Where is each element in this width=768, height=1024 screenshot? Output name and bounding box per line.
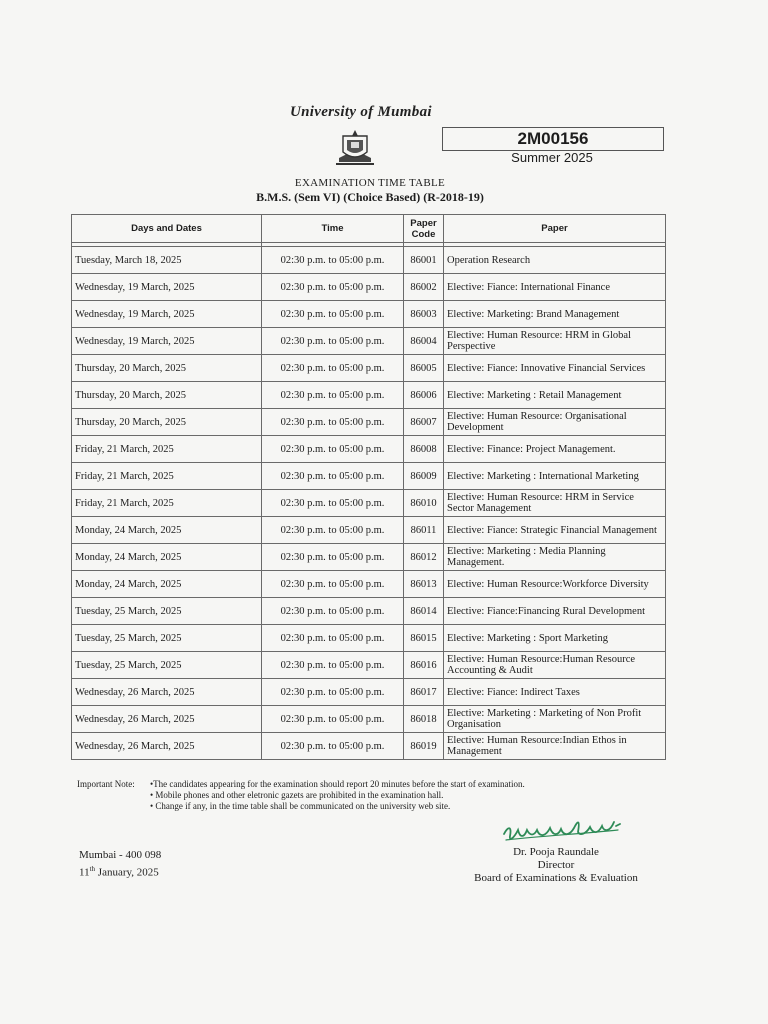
university-name: University of Mumbai xyxy=(290,104,432,120)
table-row xyxy=(72,706,666,733)
row-date: Tuesday, 25 March, 2025 xyxy=(72,625,262,652)
row-paper-code: 86019 xyxy=(404,733,444,760)
row-date: Wednesday, 26 March, 2025 xyxy=(72,706,262,733)
bullet-icon: • xyxy=(150,779,154,789)
row-time: 02:30 p.m. to 05:00 p.m. xyxy=(262,490,404,517)
table-row xyxy=(72,733,666,760)
row-paper-code: 86015 xyxy=(404,625,444,652)
signatory-title: Director xyxy=(537,859,575,871)
note-text: Mobile phones and other eletronic gazets are prohibited in the examination hall. xyxy=(155,790,444,800)
row-paper: Elective: Human Resource: Organisational Development xyxy=(444,409,666,436)
table-row xyxy=(72,409,666,436)
row-time: 02:30 p.m. to 05:00 p.m. xyxy=(262,679,404,706)
row-time: 02:30 p.m. to 05:00 p.m. xyxy=(262,706,404,733)
row-date: Tuesday, 25 March, 2025 xyxy=(72,652,262,679)
row-paper-code: 86005 xyxy=(404,355,444,382)
table-row xyxy=(72,436,666,463)
row-date: Friday, 21 March, 2025 xyxy=(72,436,262,463)
row-paper: Elective: Marketing : Marketing of Non Profit Organisation xyxy=(444,706,666,733)
table-row xyxy=(72,679,666,706)
row-date: Wednesday, 19 March, 2025 xyxy=(72,274,262,301)
row-paper: Elective: Marketing : International Marketing xyxy=(444,463,666,490)
row-time: 02:30 p.m. to 05:00 p.m. xyxy=(262,733,404,760)
table-header-row xyxy=(72,215,666,243)
row-time: 02:30 p.m. to 05:00 p.m. xyxy=(262,463,404,490)
row-paper-code: 86012 xyxy=(404,544,444,571)
table-row xyxy=(72,652,666,679)
row-date: Thursday, 20 March, 2025 xyxy=(72,409,262,436)
paper-series-code: 2M00156 xyxy=(442,127,664,151)
row-paper: Operation Research xyxy=(444,247,666,274)
row-date: Tuesday, March 18, 2025 xyxy=(72,247,262,274)
row-date: Thursday, 20 March, 2025 xyxy=(72,382,262,409)
row-date: Monday, 24 March, 2025 xyxy=(72,571,262,598)
university-crest-icon xyxy=(334,128,376,168)
row-time: 02:30 p.m. to 05:00 p.m. xyxy=(262,571,404,598)
table-row xyxy=(72,490,666,517)
row-paper-code: 86013 xyxy=(404,571,444,598)
row-time: 02:30 p.m. to 05:00 p.m. xyxy=(262,301,404,328)
exam-session: Summer 2025 xyxy=(511,150,593,165)
row-paper-code: 86018 xyxy=(404,706,444,733)
header-days-dates: Days and Dates xyxy=(72,215,262,243)
place: Mumbai - 400 098 xyxy=(79,849,162,861)
row-paper: Elective: Marketing : Sport Marketing xyxy=(444,625,666,652)
row-paper-code: 86004 xyxy=(404,328,444,355)
row-time: 02:30 p.m. to 05:00 p.m. xyxy=(262,652,404,679)
director-signature xyxy=(500,812,660,848)
row-paper-code: 86008 xyxy=(404,436,444,463)
table-row xyxy=(72,544,666,571)
table-row xyxy=(72,598,666,625)
row-date: Friday, 21 March, 2025 xyxy=(72,463,262,490)
row-time: 02:30 p.m. to 05:00 p.m. xyxy=(262,382,404,409)
row-date: Wednesday, 19 March, 2025 xyxy=(72,301,262,328)
place-and-date xyxy=(79,848,161,880)
header-paper-code: Paper Code xyxy=(404,215,444,243)
header-paper: Paper xyxy=(444,215,666,243)
row-paper-code: 86014 xyxy=(404,598,444,625)
note-item xyxy=(77,790,677,801)
table-row xyxy=(72,247,666,274)
row-paper-code: 86010 xyxy=(404,490,444,517)
table-row xyxy=(72,301,666,328)
row-paper: Elective: Finance: Project Management. xyxy=(444,436,666,463)
row-time: 02:30 p.m. to 05:00 p.m. xyxy=(262,436,404,463)
row-paper-code: 86009 xyxy=(404,463,444,490)
row-paper: Elective: Marketing: Brand Management xyxy=(444,301,666,328)
row-paper: Elective: Human Resource:Indian Ethos in Management xyxy=(444,733,666,760)
important-notes xyxy=(77,779,677,812)
row-paper-code: 86003 xyxy=(404,301,444,328)
row-paper: Elective: Human Resource:Human Resource Accounting & Audit xyxy=(444,652,666,679)
signatory-block xyxy=(440,846,672,885)
row-paper-code: 86011 xyxy=(404,517,444,544)
table-row xyxy=(72,355,666,382)
table-row xyxy=(72,463,666,490)
row-time: 02:30 p.m. to 05:00 p.m. xyxy=(262,625,404,652)
row-paper-code: 86006 xyxy=(404,382,444,409)
row-paper: Elective: Fiance: Strategic Financial Management xyxy=(444,517,666,544)
row-time: 02:30 p.m. to 05:00 p.m. xyxy=(262,517,404,544)
row-date: Monday, 24 March, 2025 xyxy=(72,544,262,571)
programme-title: B.M.S. (Sem VI) (Choice Based) (R-2018-19) xyxy=(256,190,484,204)
table-row xyxy=(72,571,666,598)
table-row xyxy=(72,274,666,301)
table-row xyxy=(72,382,666,409)
signatory-name: Dr. Pooja Raundale xyxy=(513,846,599,858)
row-time: 02:30 p.m. to 05:00 p.m. xyxy=(262,274,404,301)
issue-date: 11th January, 2025 xyxy=(79,865,159,879)
row-date: Tuesday, 25 March, 2025 xyxy=(72,598,262,625)
row-paper-code: 86017 xyxy=(404,679,444,706)
row-time: 02:30 p.m. to 05:00 p.m. xyxy=(262,247,404,274)
row-paper-code: 86016 xyxy=(404,652,444,679)
header-time: Time xyxy=(262,215,404,243)
note-text: Change if any, in the time table shall be communicated on the university web site. xyxy=(155,801,451,811)
note-item xyxy=(77,779,677,790)
note-text: The candidates appearing for the examination should report 20 minutes before the start of examination. xyxy=(153,779,525,789)
row-paper: Elective: Fiance: Indirect Taxes xyxy=(444,679,666,706)
row-paper: Elective: Marketing : Retail Management xyxy=(444,382,666,409)
table-row xyxy=(72,328,666,355)
row-paper-code: 86001 xyxy=(404,247,444,274)
row-time: 02:30 p.m. to 05:00 p.m. xyxy=(262,355,404,382)
row-paper-code: 86007 xyxy=(404,409,444,436)
row-date: Wednesday, 19 March, 2025 xyxy=(72,328,262,355)
document-title: EXAMINATION TIME TABLE xyxy=(294,177,446,189)
row-date: Wednesday, 26 March, 2025 xyxy=(72,679,262,706)
row-date: Wednesday, 26 March, 2025 xyxy=(72,733,262,760)
bullet-icon: • xyxy=(150,801,156,811)
row-time: 02:30 p.m. to 05:00 p.m. xyxy=(262,409,404,436)
timetable xyxy=(71,214,666,760)
row-paper: Elective: Human Resource:Workforce Diversity xyxy=(444,571,666,598)
row-paper: Elective: Fiance: International Finance xyxy=(444,274,666,301)
table-row xyxy=(72,625,666,652)
row-time: 02:30 p.m. to 05:00 p.m. xyxy=(262,328,404,355)
row-paper: Elective: Fiance: Innovative Financial Services xyxy=(444,355,666,382)
signatory-office: Board of Examinations & Evaluation xyxy=(474,872,638,884)
row-paper-code: 86002 xyxy=(404,274,444,301)
bullet-icon: • xyxy=(150,790,156,800)
row-date: Friday, 21 March, 2025 xyxy=(72,490,262,517)
row-date: Thursday, 20 March, 2025 xyxy=(72,355,262,382)
row-paper: Elective: Marketing : Media Planning Management. xyxy=(444,544,666,571)
table-row xyxy=(72,517,666,544)
notes-label: Important Note: xyxy=(77,779,135,789)
row-time: 02:30 p.m. to 05:00 p.m. xyxy=(262,544,404,571)
row-paper: Elective: Human Resource: HRM in Service Sector Management xyxy=(444,490,666,517)
row-date: Monday, 24 March, 2025 xyxy=(72,517,262,544)
timetable-body xyxy=(72,243,666,760)
row-paper: Elective: Fiance:Financing Rural Development xyxy=(444,598,666,625)
row-paper: Elective: Human Resource: HRM in Global Perspective xyxy=(444,328,666,355)
note-item xyxy=(77,801,677,812)
row-time: 02:30 p.m. to 05:00 p.m. xyxy=(262,598,404,625)
